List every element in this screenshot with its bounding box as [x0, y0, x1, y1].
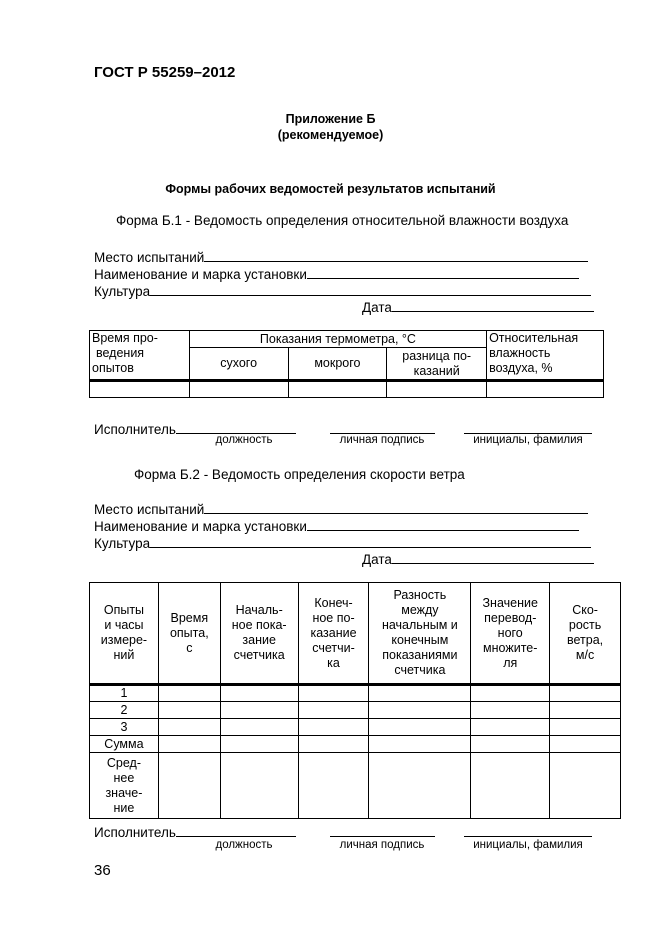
- table-row: [90, 719, 621, 736]
- form2-cell[interactable]: [369, 719, 471, 736]
- form2-executor-blank[interactable]: [176, 823, 296, 837]
- form2-cell[interactable]: [220, 736, 298, 753]
- form2-culture-blank[interactable]: [150, 534, 591, 548]
- row-label: 3: [90, 719, 159, 736]
- form1-date-blank[interactable]: [392, 298, 594, 312]
- appendix-title: Приложение Б: [285, 112, 376, 126]
- form2-cell[interactable]: [298, 736, 369, 753]
- form2-cell[interactable]: [158, 753, 220, 819]
- form1-installation-blank[interactable]: [307, 265, 579, 279]
- page-number: 36: [94, 862, 111, 879]
- form2-cell[interactable]: [471, 685, 550, 702]
- form1-name-caption: инициалы, фамилия: [473, 434, 583, 446]
- form2-cell[interactable]: [550, 719, 621, 736]
- form2-col-initial-reading: Началь- ное пока- зание счетчика: [220, 583, 298, 685]
- form2-cell[interactable]: [471, 736, 550, 753]
- form2-col-trials: Опыты и часы измере- ний: [90, 583, 159, 685]
- form2-cell[interactable]: [471, 702, 550, 719]
- form1-installation-label: Наименование и марка установки: [94, 267, 307, 282]
- form1-installation-row: [94, 265, 579, 282]
- form1-place-label: Место испытаний: [94, 250, 205, 265]
- form1-col-thermometer: Показания термометра, °С: [189, 331, 486, 348]
- form1-place-blank[interactable]: [204, 248, 588, 262]
- row-label-mean: Сред- нее значе- ние: [90, 753, 159, 819]
- form2-cell[interactable]: [369, 685, 471, 702]
- table-row: [90, 753, 621, 819]
- form2-col-time: Время опыта, с: [158, 583, 220, 685]
- form2-col-factor: Значение перевод- ного множите- ля: [471, 583, 550, 685]
- form2-signature-caption: личная подпись: [339, 839, 425, 851]
- form1-cell[interactable]: [487, 381, 604, 398]
- form2-cell[interactable]: [471, 719, 550, 736]
- form2-culture-label: Культура: [94, 536, 151, 551]
- form2-table: [89, 582, 621, 819]
- form2-cell[interactable]: [298, 702, 369, 719]
- form2-installation-row: [94, 517, 579, 534]
- form2-cell[interactable]: [550, 736, 621, 753]
- form2-cell[interactable]: [550, 685, 621, 702]
- form1-col-wet: мокрого: [288, 348, 387, 381]
- form1-date-row: [362, 298, 594, 315]
- form2-cell[interactable]: [369, 736, 471, 753]
- form2-date-blank[interactable]: [392, 550, 594, 564]
- form2-signature-line[interactable]: [330, 836, 435, 837]
- form2-date-label: Дата: [362, 552, 392, 567]
- form2-cell[interactable]: [550, 702, 621, 719]
- form1-culture-label: Культура: [94, 284, 151, 299]
- form1-position-caption: должность: [215, 434, 273, 446]
- table-row: [90, 736, 621, 753]
- section-title: Формы рабочих ведомостей результатов испытаний: [165, 182, 496, 196]
- form2-place-row: [94, 500, 588, 517]
- appendix-subtitle: (рекомендуемое): [277, 128, 384, 142]
- form2-cell[interactable]: [158, 685, 220, 702]
- form2-installation-blank[interactable]: [307, 517, 579, 531]
- form2-culture-row: [94, 534, 591, 551]
- form2-cell[interactable]: [220, 685, 298, 702]
- form2-executor-label: Исполнитель: [94, 825, 176, 840]
- form2-cell[interactable]: [298, 719, 369, 736]
- form1-col-diff: разница по- казаний: [387, 348, 487, 381]
- row-label: 1: [90, 685, 159, 702]
- form2-executor-row: [94, 823, 296, 840]
- table-row: [90, 702, 621, 719]
- form2-col-speed: Ско- рость ветра, м/с: [550, 583, 621, 685]
- form2-position-caption: должность: [215, 839, 273, 851]
- form2-cell[interactable]: [220, 719, 298, 736]
- form1-col-humidity: Относительная влажность воздуха, %: [487, 331, 604, 381]
- form2-cell[interactable]: [158, 719, 220, 736]
- form2-date-row: [362, 550, 594, 567]
- form2-col-difference: Разность между начальным и конечным показаниями счетчика: [369, 583, 471, 685]
- form2-cell[interactable]: [158, 736, 220, 753]
- table-row: [90, 685, 621, 702]
- form1-cell[interactable]: [288, 381, 387, 398]
- form1-executor-label: Исполнитель: [94, 422, 176, 437]
- form2-name-line[interactable]: [464, 836, 592, 837]
- form2-cell[interactable]: [471, 753, 550, 819]
- form2-cell[interactable]: [298, 685, 369, 702]
- form2-installation-label: Наименование и марка установки: [94, 519, 307, 534]
- form2-cell[interactable]: [369, 702, 471, 719]
- form2-title: Форма Б.2 - Ведомость определения скорости ветра: [134, 467, 465, 482]
- form2-cell[interactable]: [158, 702, 220, 719]
- form2-place-label: Место испытаний: [94, 502, 205, 517]
- form2-cell[interactable]: [369, 753, 471, 819]
- row-label: 2: [90, 702, 159, 719]
- form1-culture-row: [94, 282, 591, 299]
- form1-cell[interactable]: [189, 381, 288, 398]
- form2-name-caption: инициалы, фамилия: [473, 839, 583, 851]
- form1-col-dry: сухого: [189, 348, 288, 381]
- form2-cell[interactable]: [220, 753, 298, 819]
- form2-cell[interactable]: [220, 702, 298, 719]
- standard-number: ГОСТ Р 55259–2012: [94, 64, 236, 81]
- form1-date-label: Дата: [362, 300, 392, 315]
- form2-cell[interactable]: [298, 753, 369, 819]
- form2-cell[interactable]: [550, 753, 621, 819]
- form2-place-blank[interactable]: [204, 500, 588, 514]
- form1-title: Форма Б.1 - Ведомость определения относительной влажности воздуха: [116, 213, 569, 228]
- form1-cell[interactable]: [90, 381, 190, 398]
- form1-cell[interactable]: [387, 381, 487, 398]
- form1-signature-caption: личная подпись: [339, 434, 425, 446]
- form1-place-row: [94, 248, 588, 265]
- form1-executor-blank[interactable]: [176, 420, 296, 434]
- form1-col-time: Время про- ведения опытов: [90, 331, 190, 381]
- form1-table: [89, 330, 604, 398]
- form1-culture-blank[interactable]: [150, 282, 591, 296]
- form2-col-final-reading: Конеч- ное по- казание счетчи- ка: [298, 583, 369, 685]
- row-label: Сумма: [90, 736, 159, 753]
